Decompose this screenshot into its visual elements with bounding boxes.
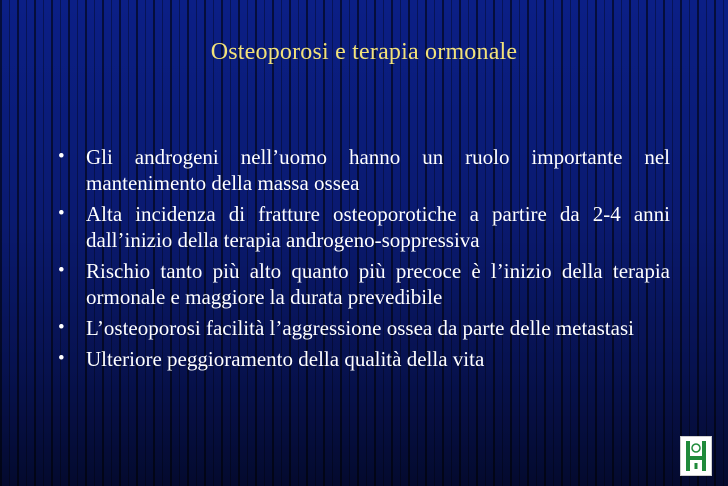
bullet-list <box>58 144 670 377</box>
bullet-text: Rischio tanto più alto quanto più precoce è l’inizio della terapia ormonale e maggiore la durata prevedibile <box>86 259 670 309</box>
bullet-text: Gli androgeni nell’uomo hanno un ruolo importante nel mantenimento della massa ossea <box>86 145 670 195</box>
bullet-marker: • <box>58 146 65 167</box>
list-item <box>58 201 670 253</box>
bullet-marker: • <box>58 260 65 281</box>
bullet-text: L’osteoporosi facilità l’aggressione ossea da parte delle metastasi <box>86 316 634 340</box>
hospital-logo-icon <box>680 436 712 476</box>
list-item <box>58 315 670 341</box>
bullet-text: Ulteriore peggioramento della qualità della vita <box>86 347 485 371</box>
list-item <box>58 144 670 196</box>
bullet-marker: • <box>58 348 65 369</box>
list-item <box>58 258 670 310</box>
bullet-text: Alta incidenza di fratture osteoporotiche a partire da 2-4 anni dall’inizio della terapia androgeno-soppressiva <box>86 202 670 252</box>
list-item <box>58 346 670 372</box>
bullet-marker: • <box>58 317 65 338</box>
bullet-marker: • <box>58 203 65 224</box>
hospital-logo-graphic <box>681 437 711 475</box>
slide-title: Osteoporosi e terapia ormonale <box>210 39 518 65</box>
